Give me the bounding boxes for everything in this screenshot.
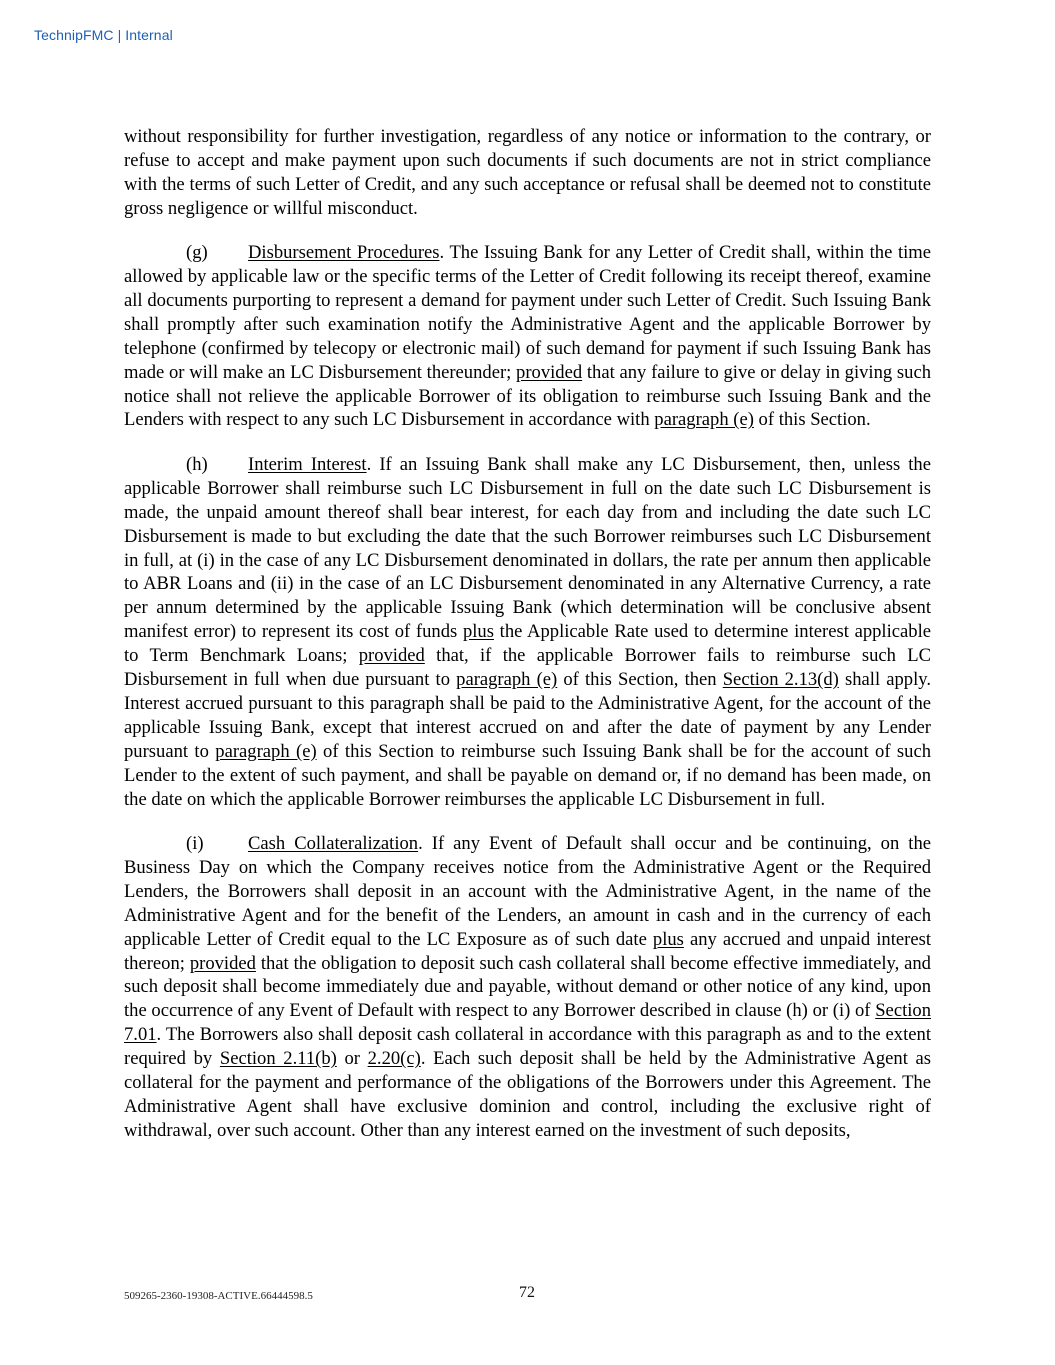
section-heading: Cash Collateralization xyxy=(248,832,419,854)
cross-reference[interactable]: paragraph (e) xyxy=(654,409,754,431)
paragraph-number: (g) xyxy=(186,242,208,264)
term-plus: plus xyxy=(462,621,494,643)
term-provided: provided xyxy=(516,361,583,383)
section-heading: Disbursement Procedures xyxy=(248,242,440,264)
classification-label: TechnipFMC | Internal xyxy=(34,27,173,43)
term-provided: provided xyxy=(358,645,425,667)
paragraph-i: (i) Cash Collateralization. If any Event of Default shall occur and be continuing, on the Business Day on which the Company receives notice from the Administrative Agent or the Required Lenders, the Borrowers shall deposit in an account with the Administrative Agent, in the name of the Administrative Agent and for the benefit of the Lenders, an amount in cash and in the currency of each applicable Letter of Credit equal to the LC Exposure as of such date plus any accrued and unpaid interest thereon; provided that the obligation to deposit such cash collateral shall become effective immediately, and such deposit shall become immediately due and payable, without demand or other notice of any kind, upon the occurrence of any Event of Default with respect to any Borrower described in clause (h) or (i) of Section 7.01. The Borrowers also shall deposit cash collateral in accordance with this paragraph as and to the extent required by Section 2.11(b) or 2.20(c). Each such deposit shall be held by the Administrative Agent as collateral for the payment and performance of the obligations of the Borrowers under this Agreement. The Administrative Agent shall have exclusive dominion and control, including the exclusive right of withdrawal, over such account. Other than any interest earned on the investment of such deposits, xyxy=(124,832,932,1141)
term-provided: provided xyxy=(189,952,256,974)
cross-reference[interactable]: paragraph (e) xyxy=(456,669,558,691)
paragraph-g: (g) Disbursement Procedures. The Issuing Bank for any Letter of Credit shall, within the time allowed by applicable law or the specific terms of the Letter of Credit following its receipt thereof, examine all documents purporting to represent a demand for payment under such Letter of Credit. Such Issuing Bank shall promptly after such examination notify the Administrative Agent and the applicable Borrower by telephone (confirmed by telecopy or electronic mail) of such demand for payment if such Issuing Bank has made or will make an LC Disbursement thereunder; provided that any failure to give or delay in giving such notice shall not relieve the applicable Borrower of its obligation to reimburse such Issuing Bank and the Lenders with respect to any such LC Disbursement in accordance with paragraph (e) of this Section. xyxy=(124,242,931,431)
paragraph-number: (i) xyxy=(186,832,204,854)
section-heading: Interim Interest xyxy=(248,453,367,475)
paragraph-number: (h) xyxy=(186,453,208,475)
cross-reference[interactable]: paragraph (e) xyxy=(215,740,317,762)
page-number: 72 xyxy=(519,1284,535,1301)
document-id: 509265-2360-19308-ACTIVE.66444598.5 xyxy=(124,1290,313,1302)
paragraph-f-continuation: without responsibility for further investigation, regardless of any notice or information to the contrary, or refuse to accept and make payment upon such documents if such documents are not in strict compliance with the terms of such Letter of Credit, and any such acceptance or refusal shall be deemed not to constitute gross negligence or willful misconduct. xyxy=(124,126,931,219)
document-body xyxy=(124,125,931,1163)
term-plus: plus xyxy=(652,928,684,950)
cross-reference[interactable]: 2.20(c) xyxy=(367,1048,421,1070)
paragraph-h: (h) Interim Interest. If an Issuing Bank shall make any LC Disbursement, then, unless the applicable Borrower shall reimburse such LC Disbursement in full on the date such LC Disbursement is made, the unpaid amount thereof shall bear interest, for each day from and including the date such LC Disbursement is made to but excluding the date that the such Borrower reimburses such LC Disbursement in full, at (i) in the case of any LC Disbursement denominated in dollars, the rate per annum then applicable to ABR Loans and (ii) in the case of an LC Disbursement denominated in any Alternative Currency, a rate per annum determined by the applicable Issuing Bank (which determination will be conclusive absent manifest error) to represent its cost of funds plus the Applicable Rate used to determine interest applicable to Term Benchmark Loans; provided that, if the applicable Borrower fails to reimburse such LC Disbursement in full when due pursuant to paragraph (e) of this Section, then Section 2.13(d) shall apply. Interest accrued pursuant to this paragraph shall be paid to the Administrative Agent, for the account of the applicable Issuing Bank, except that interest accrued on and after the date of payment by any Lender pursuant to paragraph (e) of this Section to reimburse such Issuing Bank shall be for the account of such Lender to the extent of such payment, and shall be payable on demand or, if no demand has been made, on the date on which the applicable Borrower reimburses the applicable LC Disbursement in full. xyxy=(124,453,932,810)
cross-reference[interactable]: Section 7.01 xyxy=(124,1000,931,1046)
cross-reference[interactable]: Section 2.11(b) xyxy=(219,1048,337,1070)
cross-reference[interactable]: Section 2.13(d) xyxy=(722,669,839,691)
